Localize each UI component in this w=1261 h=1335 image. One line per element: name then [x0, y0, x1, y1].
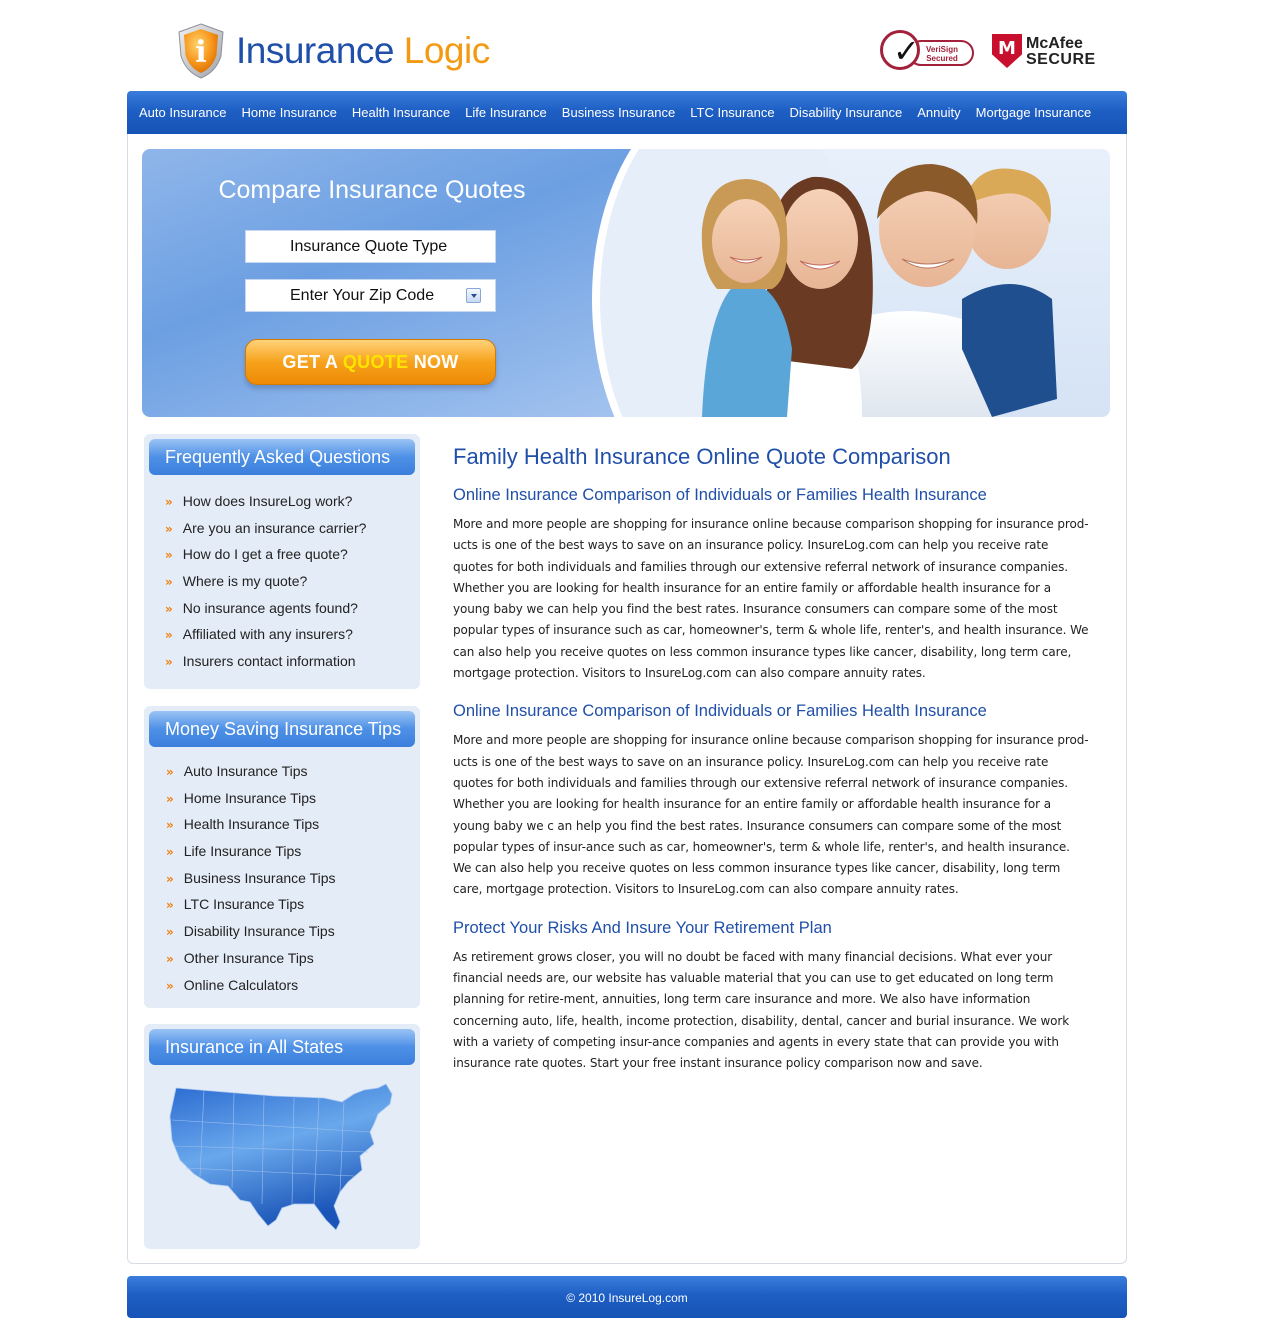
faq-title: Frequently Asked Questions — [149, 439, 415, 475]
tips-item-label: LTC Insurance Tips — [183, 896, 305, 913]
double-chevron-right-icon: » — [166, 951, 174, 966]
verisign-label-text — [914, 45, 970, 63]
double-chevron-right-icon: » — [165, 628, 173, 643]
copyright-text: © 2010 InsureLog.com — [566, 1291, 688, 1305]
double-chevron-right-icon: » — [165, 655, 173, 670]
verisign-line-2: Secured — [926, 54, 958, 63]
family-photo — [662, 149, 1110, 417]
nav-annuity[interactable]: Annuity — [917, 105, 961, 120]
tips-item[interactable] — [166, 811, 336, 838]
site-logo[interactable] — [176, 22, 516, 82]
double-chevron-right-icon: » — [165, 521, 173, 536]
double-chevron-right-icon: » — [165, 495, 173, 509]
hero-banner — [142, 149, 1110, 417]
tips-box — [144, 706, 420, 1008]
tips-item[interactable] — [166, 785, 336, 812]
nav-ltc-insurance[interactable]: LTC Insurance — [690, 105, 775, 120]
tips-item[interactable] — [166, 972, 336, 999]
faq-item-label: Are you an insurance carrier? — [182, 519, 367, 536]
logo-letter: i — [195, 35, 207, 70]
faq-item-label: How do I get a free quote? — [182, 546, 348, 563]
tips-item[interactable] — [166, 891, 336, 918]
faq-item-label: Insurers contact information — [182, 653, 356, 670]
faq-item[interactable] — [165, 515, 366, 542]
nav-health-insurance[interactable]: Health Insurance — [351, 105, 451, 120]
tips-item-label: Life Insurance Tips — [183, 843, 302, 860]
double-chevron-right-icon: » — [166, 845, 174, 860]
usa-map-icon[interactable] — [164, 1080, 404, 1240]
quote-btn-text-2: QUOTE — [342, 352, 409, 372]
tips-item[interactable] — [166, 838, 336, 865]
tips-item-label: Other Insurance Tips — [183, 949, 314, 966]
nav-auto-insurance[interactable]: Auto Insurance — [139, 105, 227, 120]
main-content — [453, 444, 1093, 1093]
double-chevron-right-icon: » — [166, 765, 174, 779]
faq-item[interactable] — [165, 621, 366, 648]
faq-item-label: How does InsureLog work? — [182, 493, 353, 509]
logo-wordmark — [236, 30, 490, 72]
tips-title: Money Saving Insurance Tips — [149, 711, 415, 747]
verisign-line-1: VeriSign — [925, 45, 958, 54]
chevron-down-icon[interactable] — [466, 288, 481, 303]
faq-box — [144, 434, 420, 689]
double-chevron-right-icon: » — [166, 898, 174, 913]
verisign-check-icon: ✓ — [880, 30, 920, 70]
faq-item-label: Where is my quote? — [182, 573, 308, 590]
nav-life-insurance[interactable]: Life Insurance — [465, 105, 547, 120]
nav-mortgage-insurance[interactable]: Mortgage Insurance — [975, 105, 1092, 120]
tips-item-label: Health Insurance Tips — [183, 816, 320, 833]
insurance-quote-type-select[interactable]: Insurance Quote Type — [245, 230, 496, 263]
tips-item-label: Auto Insurance Tips — [183, 763, 308, 779]
faq-item-label: Affiliated with any insurers? — [182, 626, 353, 643]
tips-item[interactable] — [166, 758, 336, 785]
main-nav — [127, 91, 1127, 134]
double-chevron-right-icon: » — [166, 791, 174, 806]
states-box — [144, 1024, 420, 1249]
nav-disability-insurance[interactable]: Disability Insurance — [789, 105, 903, 120]
logo-word-2: Logic — [403, 30, 490, 71]
footer — [127, 1276, 1127, 1318]
mcafee-secure-badge[interactable] — [990, 34, 1096, 70]
faq-item[interactable] — [165, 648, 366, 675]
tips-item-label: Business Insurance Tips — [183, 869, 336, 886]
double-chevron-right-icon: » — [165, 601, 173, 616]
section-heading: Online Insurance Comparison of Individuals or Families Health Insurance — [453, 702, 987, 721]
nav-home-insurance[interactable]: Home Insurance — [241, 105, 337, 120]
zip-code-placeholder: Enter Your Zip Code — [290, 287, 435, 304]
quote-btn-text-1: GET A — [282, 352, 338, 372]
tips-list — [166, 758, 336, 998]
double-chevron-right-icon: » — [166, 818, 174, 833]
mcafee-line-1: McAfee — [1026, 35, 1083, 52]
tips-item-label: Online Calculators — [183, 976, 299, 993]
logo-word-1: Insurance — [236, 30, 394, 71]
page-title: Family Health Insurance Online Quote Comparison — [453, 444, 951, 469]
nav-business-insurance[interactable]: Business Insurance — [561, 105, 676, 120]
double-chevron-right-icon: » — [166, 978, 174, 993]
tips-item[interactable] — [166, 945, 336, 972]
shield-logo-icon — [176, 22, 226, 80]
tips-item[interactable] — [166, 865, 336, 892]
section-body: More and more people are shopping for insurance online because comparison shopping for insurance prod-ucts is one of the best ways to save on an insurance policy. InsureLog.com can help you receive rate quotes for both individuals and families through our extensive referral network of insurance companies. Whether you are looking for health insurance for an entire family or affordable health insurance for a young baby we c an help you find the best rates. Insurance consumers can compare some of the most popular types of insur-ance such as car, homeowner's, term & whole life, renter's, and health insurance. We can also help you receive quotes on less common insurance types like cancer, disability, long term care, mortgage protection. Visitors to InsureLog.com can also compare annuity rates. — [453, 733, 1089, 897]
section-body: As retirement grows closer, you will no doubt be faced with many financial decisions. What ever your financial needs are, our website has valuable material that you can use to get educated on long term planning for retire-ment, annuities, long term care insurance and more. We also have information concerning auto, life, health, income protection, disability, dental, cancer and burial insurance. We work with a variety of competing insur-ance companies and agents in every state that can provide you with insurance rate quotes. Start your free instant insurance policy comparison now and save. — [453, 949, 1070, 1071]
states-title: Insurance in All States — [149, 1029, 415, 1065]
faq-list — [165, 488, 366, 675]
section-heading: Protect Your Risks And Insure Your Retirement Plan — [453, 918, 832, 937]
faq-item[interactable] — [165, 595, 366, 622]
double-chevron-right-icon: » — [165, 548, 173, 563]
faq-item[interactable] — [165, 541, 366, 568]
mcafee-line-2: SECURE — [1026, 51, 1096, 68]
zip-code-input[interactable] — [245, 279, 496, 312]
section-body: More and more people are shopping for insurance online because comparison shopping for insurance prod-ucts is one of the best ways to save on an insurance policy. InsureLog.com can help you receive rate quotes for both individuals and families through our extensive referral network of insurance companies. Whether you are looking for health insurance for an entire family or affordable health insurance for a young baby we can help you find the best rates. Insurance consumers can compare some of the most popular types of insurance such as car, homeowner's, term & whole life, renter's, and health insurance. We can also help you receive quotes on less common insurance types like cancer, disability, long term care, mortgage protection. Visitors to InsureLog.com can also compare annuity rates. — [453, 517, 1089, 681]
mcafee-m-glyph: M — [998, 38, 1016, 59]
quote-btn-text-3: NOW — [413, 352, 459, 372]
tips-item[interactable] — [166, 918, 336, 945]
faq-item[interactable] — [165, 488, 366, 515]
double-chevron-right-icon: » — [166, 925, 174, 940]
verisign-secured-badge[interactable] — [878, 26, 978, 72]
tips-item-label: Disability Insurance Tips — [183, 923, 335, 940]
double-chevron-right-icon: » — [166, 871, 174, 886]
hero-title: Compare Insurance Quotes — [218, 176, 526, 204]
section-heading: Online Insurance Comparison of Individuals or Families Health Insurance — [453, 486, 987, 504]
faq-item-label: No insurance agents found? — [182, 599, 358, 616]
double-chevron-right-icon: » — [165, 575, 173, 590]
get-a-quote-now-button[interactable] — [245, 339, 496, 385]
tips-item-label: Home Insurance Tips — [183, 789, 317, 806]
faq-item[interactable] — [165, 568, 366, 595]
